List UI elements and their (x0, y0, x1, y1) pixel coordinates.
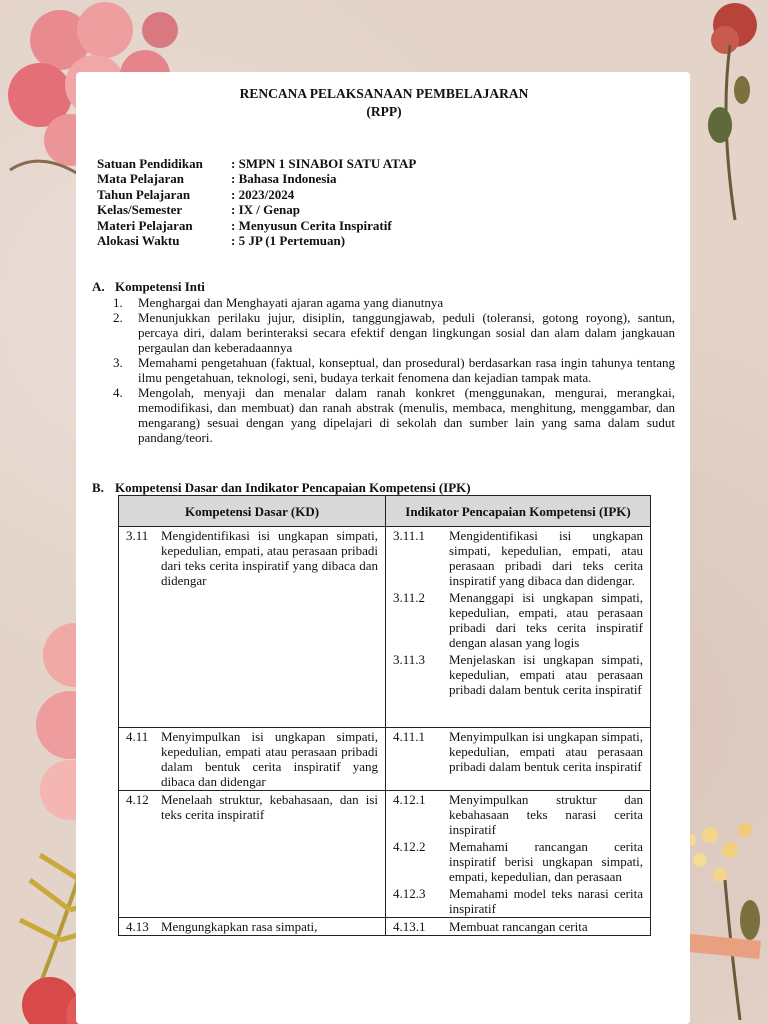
meta-key: Satuan Pendidikan (97, 156, 203, 171)
ipk-code: 4.12.2 (393, 839, 426, 854)
section-letter: A. (92, 279, 105, 294)
ipk-text: Memahami model teks narasi cerita inspiratif (449, 886, 643, 916)
ipk-cell (386, 918, 651, 936)
ipk-text: Menanggapi isi ungkapan simpati, kepedulian, empati, atau perasaan pribadi dari teks cerita inspiratif dengan alasan yang logis (449, 590, 643, 650)
section-title: Kompetensi Inti (115, 279, 205, 294)
ipk-text: Membuat rancangan cerita (449, 919, 588, 934)
section-title: Kompetensi Dasar dan Indikator Pencapaian Kompetensi (IPK) (115, 480, 471, 495)
kd-cell (119, 918, 386, 936)
kd-text: Menyimpulkan isi ungkapan simpati, kepedulian, empati atau perasaan pribadi dalam bentuk cerita inspiratif yang dibaca dan didengar (161, 729, 378, 789)
item-number: 1. (113, 295, 123, 310)
list-item (113, 355, 675, 385)
meta-row (97, 202, 416, 217)
ipk-code: 4.12.3 (393, 886, 426, 901)
kd-code: 4.11 (126, 729, 149, 744)
item-number: 4. (113, 385, 123, 400)
kd-code: 4.12 (126, 792, 149, 807)
meta-value: : IX / Genap (231, 202, 300, 218)
item-text: Memahami pengetahuan (faktual, konseptual, dan prosedural) berdasarkan rasa ingin tahunya tentang ilmu pengetahuan, teknologi, seni, budaya terkait fenomena dan kejadian tampak mata. (138, 355, 675, 385)
identity-block (97, 156, 416, 248)
table-header-row (119, 496, 651, 527)
kd-code: 4.13 (126, 919, 149, 934)
header-ipk: Indikator Pencapaian Kompetensi (IPK) (386, 496, 651, 527)
meta-row (97, 218, 416, 233)
meta-key: Alokasi Waktu (97, 232, 180, 248)
ipk-code: 4.13.1 (393, 919, 426, 934)
ipk-item (387, 919, 649, 934)
item-text: Menghargai dan Menghayati ajaran agama yang dianutnya (138, 295, 444, 310)
kd-text: Mengidentifikasi isi ungkapan simpati, kepedulian, empati, atau perasaan pribadi dari teks cerita inspiratif yang dibaca dan didengar (161, 528, 378, 588)
kd-ipk-table (118, 495, 651, 936)
table-row (119, 791, 651, 918)
ipk-code: 3.11.3 (393, 652, 426, 667)
header-kd: Kompetensi Dasar (KD) (119, 496, 386, 527)
table-row (119, 527, 651, 728)
item-text: Menunjukkan perilaku jujur, disiplin, tanggungjawab, peduli (toleransi, gotong royong), santun, percaya diri, dalam berinteraksi secara efektif dengan lingkungan sosial dan alam dalam jangkauan pergaulan dan keberadaannya (138, 310, 675, 355)
meta-value: : Bahasa Indonesia (231, 171, 337, 187)
ipk-item (387, 886, 649, 916)
meta-key: Mata Pelajaran (97, 171, 185, 187)
meta-value: : Menyusun Cerita Inspiratif (231, 217, 392, 233)
ipk-cell (386, 728, 651, 791)
meta-row (97, 187, 416, 202)
ipk-item (387, 729, 649, 774)
kd-cell (119, 527, 386, 728)
kd-text: Mengungkapkan rasa simpati, (161, 919, 318, 934)
ipk-text: Mengidentifikasi isi ungkapan simpati, kepedulian, empati, atau perasaan pribadi dari teks cerita inspiratif yang dibaca dan didengar. (449, 528, 643, 588)
list-item (113, 295, 675, 310)
item-text: Mengolah, menyaji dan menalar dalam ranah konkret (menggunakan, mengurai, merangkai, memodifikasi, dan membuat) dan ranah abstrak (menulis, membaca, menghitung, menggambar, dan mengarang) sesuai dengan yang dipelajari di sekolah dan sumber lain yang sama dalam sudut pandang/teori. (138, 385, 675, 445)
meta-key: Kelas/Semester (97, 202, 183, 218)
kd-code: 3.11 (126, 528, 149, 543)
ipk-cell (386, 791, 651, 918)
item-number: 2. (113, 310, 123, 325)
ipk-code: 3.11.1 (393, 528, 426, 543)
ipk-item (387, 839, 649, 884)
section-a-heading (92, 279, 205, 294)
item-number: 3. (113, 355, 123, 370)
meta-row (97, 233, 416, 248)
ipk-code: 3.11.2 (393, 590, 426, 605)
meta-value: : SMPN 1 SINABOI SATU ATAP (231, 156, 417, 171)
meta-value: : 5 JP (1 Pertemuan) (231, 232, 346, 248)
ipk-code: 4.11.1 (393, 729, 426, 744)
ipk-item (387, 652, 649, 697)
meta-row (97, 171, 416, 186)
meta-key: Materi Pelajaran (97, 217, 193, 233)
kd-text: Menelaah struktur, kebahasaan, dan isi teks cerita inspiratif (161, 792, 378, 822)
ipk-item (387, 528, 649, 588)
kd-cell (119, 791, 386, 918)
document-title: RENCANA PELAKSANAAN PEMBELAJARAN (239, 86, 529, 101)
ipk-text: Menyimpulkan isi ungkapan simpati, kepedulian, empati atau perasaan pribadi dalam bentuk cerita inspiratif (449, 729, 643, 774)
table-row (119, 918, 651, 936)
ipk-text: Memahami rancangan cerita inspiratif berisi ungkapan simpati, empati, kepedulian, dan perasaan (449, 839, 643, 884)
table-row (119, 728, 651, 791)
meta-key: Tahun Pelajaran (97, 186, 191, 202)
ipk-cell (386, 527, 651, 728)
list-item (113, 385, 675, 445)
ipk-item (387, 792, 649, 837)
section-letter: B. (92, 480, 104, 495)
document-subtitle: (RPP) (366, 104, 402, 119)
ipk-code: 4.12.1 (393, 792, 426, 807)
meta-value: : 2023/2024 (231, 186, 295, 202)
kd-cell (119, 728, 386, 791)
list-item (113, 310, 675, 355)
kompetensi-inti-list (113, 295, 675, 445)
section-b-heading (92, 480, 471, 495)
ipk-text: Menyimpulkan struktur dan kebahasaan teks narasi cerita inspiratif (449, 792, 643, 837)
ipk-text: Menjelaskan isi ungkapan simpati, kepedulian, empati atau perasaan pribadi dalam bentuk cerita inspiratif (449, 652, 643, 697)
meta-row (97, 156, 416, 171)
ipk-item (387, 590, 649, 650)
